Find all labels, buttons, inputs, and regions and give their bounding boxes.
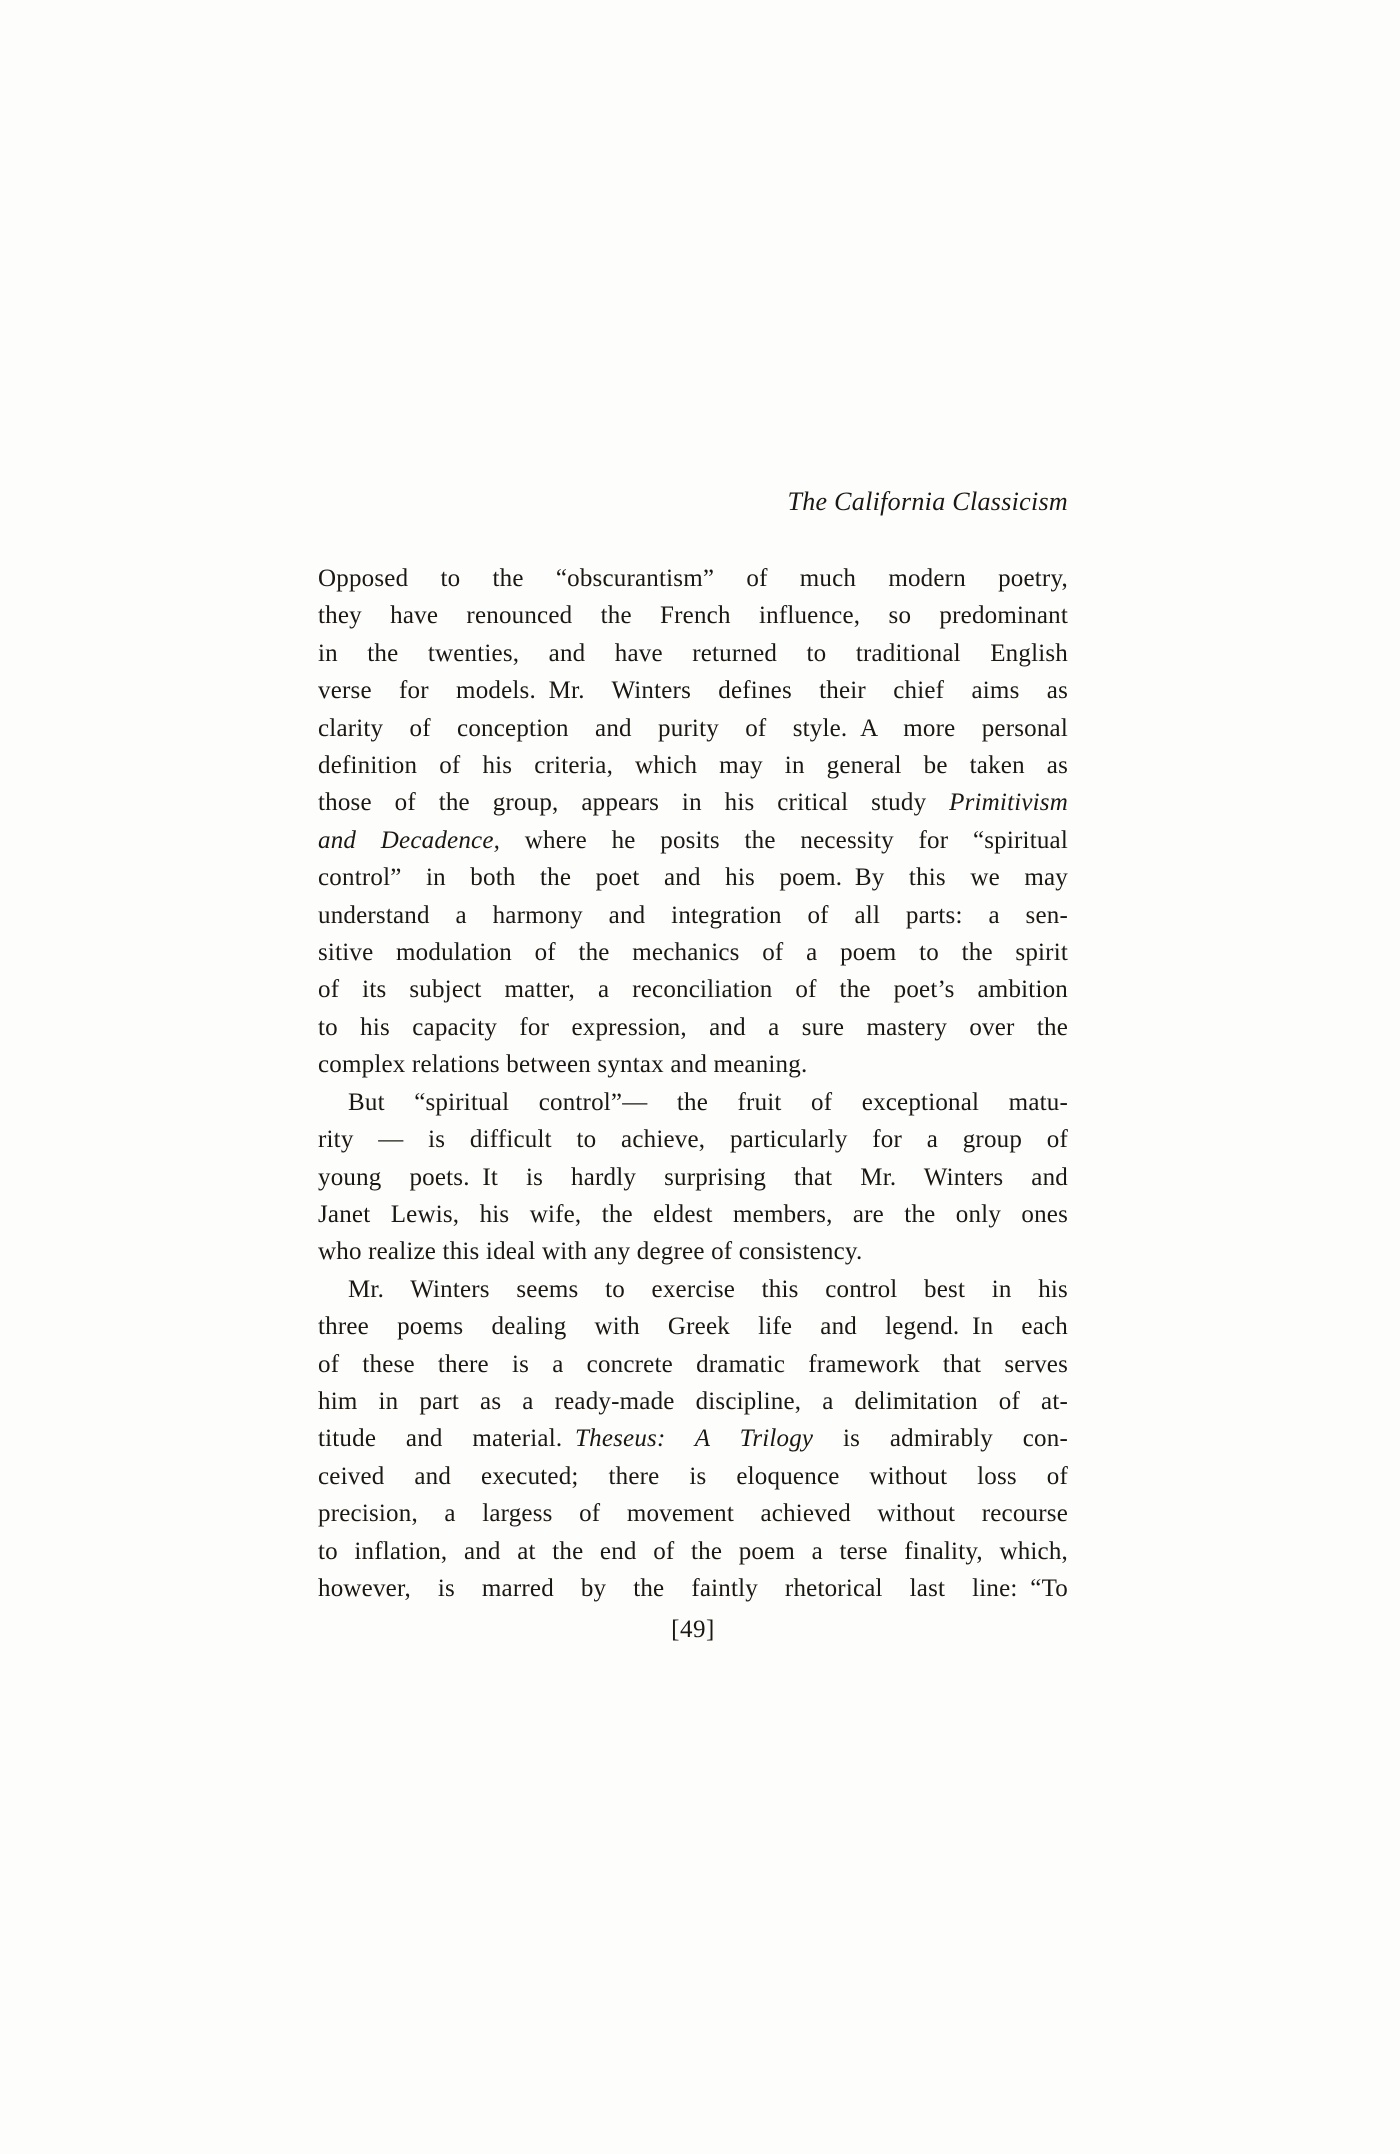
text-line (318, 971, 1068, 1008)
text-line (318, 1159, 1068, 1196)
text-line (318, 1009, 1068, 1046)
body-text: they have renounced the French influence, so predominant (318, 602, 1068, 630)
body-text: young poets. It is hardly surprising that Mr. Winters and (318, 1163, 1068, 1191)
body-text: complex relations between syntax and meaning. (318, 1051, 808, 1079)
italic-title-text: and Decadence, (318, 826, 501, 854)
text-line (318, 1196, 1068, 1233)
text-line (318, 710, 1068, 747)
body-text: ceived and executed; there is eloquence without loss of (318, 1462, 1068, 1490)
text-line (318, 1046, 1068, 1083)
italic-title-text: Primitivism (949, 789, 1068, 817)
text-line (318, 897, 1068, 934)
text-line (318, 1121, 1068, 1158)
body-text: where he posits the necessity for “spiritual (500, 826, 1068, 854)
body-text: to his capacity for expression, and a sure mastery over the (318, 1013, 1068, 1041)
page-number: [49] (671, 1616, 715, 1643)
text-line (318, 1383, 1068, 1420)
body-text: sitive modulation of the mechanics of a poem to the spirit (318, 939, 1068, 967)
text-line (318, 672, 1068, 709)
body-text: But “spiritual control”— the fruit of exceptional matu- (348, 1088, 1068, 1116)
body-text: who realize this ideal with any degree of consistency. (318, 1238, 863, 1266)
running-header: The California Classicism (787, 487, 1068, 516)
body-text: understand a harmony and integration of all parts: a sen- (318, 901, 1068, 929)
body-text: him in part as a ready-made discipline, a delimitation of at- (318, 1387, 1068, 1415)
body-text: precision, a largess of movement achieved without recourse (318, 1500, 1068, 1528)
body-text: rity — is difficult to achieve, particularly for a group of (318, 1126, 1068, 1154)
body-text: is admirably con- (813, 1425, 1068, 1453)
body-text: definition of his criteria, which may in general be taken as (318, 752, 1068, 780)
body-text: to inflation, and at the end of the poem a terse finality, which, (318, 1537, 1068, 1565)
text-line (318, 784, 1068, 821)
text-line (318, 1533, 1068, 1570)
text-line (318, 560, 1068, 597)
text-line (318, 1570, 1068, 1607)
text-line (318, 822, 1068, 859)
text-line (318, 635, 1068, 672)
text-line (318, 1308, 1068, 1345)
text-line (318, 1271, 1068, 1308)
text-line (318, 1495, 1068, 1532)
body-text: verse for models. Mr. Winters defines their chief aims as (318, 677, 1068, 705)
body-text: three poems dealing with Greek life and legend. In each (318, 1313, 1068, 1341)
body-text: Opposed to the “obscurantism” of much modern poetry, (318, 565, 1068, 592)
text-line (318, 1084, 1068, 1121)
body-text: clarity of conception and purity of style. A more personal (318, 714, 1068, 742)
body-text: Mr. Winters seems to exercise this control best in his (348, 1275, 1068, 1303)
body-text: in the twenties, and have returned to traditional English (318, 639, 1068, 667)
text-line (318, 1458, 1068, 1495)
body-text: of its subject matter, a reconciliation of the poet’s ambition (318, 976, 1068, 1004)
text-line (318, 859, 1068, 896)
body-text: Janet Lewis, his wife, the eldest members, are the only ones (318, 1200, 1068, 1228)
body-text: titude and material. (318, 1425, 576, 1453)
text-line (318, 1233, 1068, 1270)
text-line (318, 747, 1068, 784)
italic-title-text: Theseus: A Trilogy (575, 1425, 814, 1453)
text-line (318, 1420, 1068, 1457)
page-body (318, 560, 1068, 1607)
body-text: control” in both the poet and his poem. By this we may (318, 864, 1068, 892)
body-text: those of the group, appears in his critical study (318, 789, 950, 817)
text-line (318, 597, 1068, 634)
body-text: of these there is a concrete dramatic framework that serves (318, 1350, 1068, 1378)
text-line (318, 934, 1068, 971)
text-line (318, 1346, 1068, 1383)
body-text: however, is marred by the faintly rhetorical last line: “To (318, 1574, 1068, 1602)
